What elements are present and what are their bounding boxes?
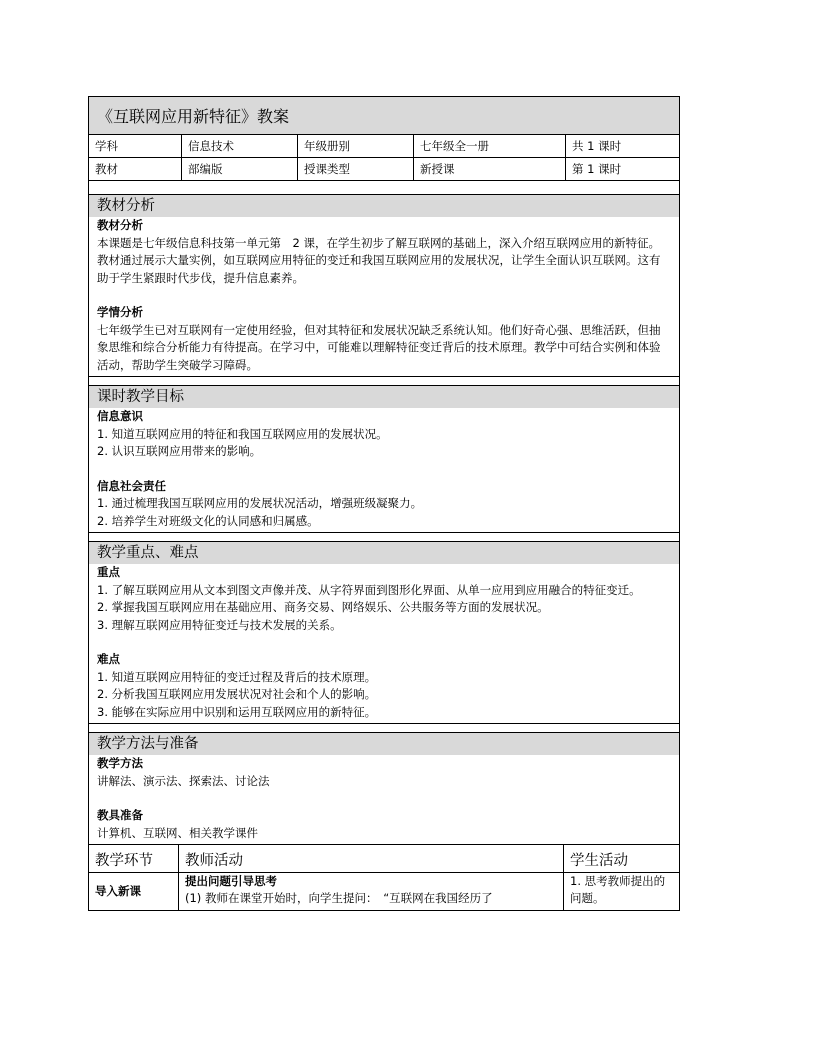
meta-value-grade: 七年级全一册 bbox=[414, 135, 566, 158]
list-item: 2. 认识互联网应用带来的影响。 bbox=[97, 444, 262, 458]
document-title: 《互联网应用新特征》教案 bbox=[89, 97, 680, 135]
meta-row-1 bbox=[89, 135, 680, 158]
process-col-teacher: 教师活动 bbox=[179, 845, 564, 873]
teacher-activity-title: 提出问题引导思考 bbox=[185, 874, 277, 888]
section-body-analysis bbox=[89, 217, 680, 377]
list-item: 2. 掌握我国互联网应用在基础应用、商务交易、网络娱乐、公共服务等方面的发展状况。 bbox=[97, 600, 549, 614]
paragraph: 七年级学生已对互联网有一定使用经验，但对其特征和发展状况缺乏系统认知。他们好奇心强、思维活跃，但抽象思维和综合分析能力有待提高。在学习中，可能难以理解特征变迁背后的技术原理。教学中可结合实例和体验活动，帮助学生突破学习障碍。 bbox=[97, 322, 661, 372]
meta-total-hours: 共 1 课时 bbox=[566, 135, 680, 158]
list-item: 1. 知道互联网应用特征的变迁过程及背后的技术原理。 bbox=[97, 669, 377, 684]
subheading: 信息意识 bbox=[97, 409, 143, 423]
subheading: 学情分析 bbox=[97, 305, 143, 319]
meta-row-2 bbox=[89, 158, 680, 181]
table-row bbox=[89, 873, 680, 911]
process-stage: 导入新课 bbox=[89, 873, 179, 911]
list-item: 1. 了解互联网应用从文本到图文声像并茂、从字符界面到图形化界面、从单一应用到应用融合的特征变迁。 bbox=[97, 582, 641, 597]
subheading: 教具准备 bbox=[97, 808, 143, 822]
meta-value-subject: 信息技术 bbox=[182, 135, 298, 158]
meta-label-textbook: 教材 bbox=[89, 158, 182, 181]
section-heading-analysis: 教材分析 bbox=[89, 195, 680, 218]
meta-label-grade: 年级册别 bbox=[298, 135, 414, 158]
meta-value-lesson-type: 新授课 bbox=[414, 158, 566, 181]
process-col-stage: 教学环节 bbox=[89, 845, 179, 873]
process-table bbox=[88, 844, 680, 911]
process-student-cell: 1. 思考教师提出的问题。 bbox=[564, 873, 680, 911]
meta-label-subject: 学科 bbox=[89, 135, 182, 158]
meta-label-lesson-type: 授课类型 bbox=[298, 158, 414, 181]
subheading: 难点 bbox=[97, 652, 120, 666]
section-heading-goals: 课时教学目标 bbox=[89, 386, 680, 409]
process-col-student: 学生活动 bbox=[564, 845, 680, 873]
header-table bbox=[88, 96, 680, 845]
subheading: 教学方法 bbox=[97, 756, 143, 770]
section-body-methods bbox=[89, 755, 680, 845]
paragraph: 讲解法、演示法、探索法、讨论法 bbox=[97, 773, 270, 788]
list-item: 2. 分析我国互联网应用发展状况对社会和个人的影响。 bbox=[97, 687, 377, 701]
lesson-plan-document bbox=[88, 96, 679, 911]
subheading: 重点 bbox=[97, 565, 120, 579]
list-item: 3. 理解互联网应用特征变迁与技术发展的关系。 bbox=[97, 617, 342, 632]
section-heading-keys: 教学重点、难点 bbox=[89, 542, 680, 565]
teacher-activity-text: (1) 教师在课堂开始时，向学生提问： “互联网在我国经历了 bbox=[185, 891, 493, 905]
section-body-keys bbox=[89, 564, 680, 724]
list-item: 1. 通过梳理我国互联网应用的发展状况活动，增强班级凝聚力。 bbox=[97, 496, 423, 510]
paragraph: 本课题是七年级信息科技第一单元第 2 课，在学生初步了解互联网的基础上，深入介绍互联网应用的新特征。教材通过展示大量实例，如互联网应用特征的变迁和我国互联网应用的发展状况，让学生全面认识互联网。这有助于学生紧跟时代步伐，提升信息素养。 bbox=[97, 235, 661, 285]
subheading: 教材分析 bbox=[97, 218, 143, 232]
process-header-row bbox=[89, 845, 680, 873]
list-item: 3. 能够在实际应用中识别和运用互联网应用的新特征。 bbox=[97, 704, 377, 719]
list-item: 2. 培养学生对班级文化的认同感和归属感。 bbox=[97, 513, 319, 528]
process-teacher-cell bbox=[179, 873, 564, 911]
section-body-goals bbox=[89, 408, 680, 533]
subheading: 信息社会责任 bbox=[97, 478, 166, 493]
meta-current-hour: 第 1 课时 bbox=[566, 158, 680, 181]
meta-value-textbook: 部编版 bbox=[182, 158, 298, 181]
section-heading-methods: 教学方法与准备 bbox=[89, 733, 680, 756]
paragraph: 计算机、互联网、相关教学课件 bbox=[97, 825, 258, 840]
list-item: 1. 知道互联网应用的特征和我国互联网应用的发展状况。 bbox=[97, 426, 388, 441]
